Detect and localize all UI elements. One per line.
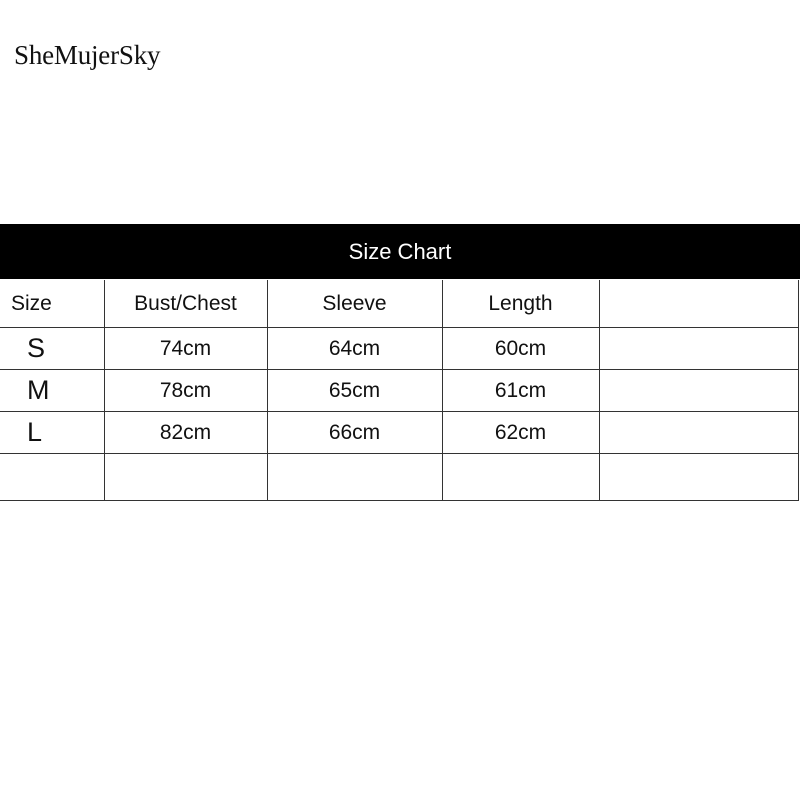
size-cell: S xyxy=(0,328,104,370)
table-row-empty xyxy=(0,454,798,501)
empty-cell xyxy=(599,454,798,501)
empty-cell xyxy=(104,454,267,501)
header-length: Length xyxy=(442,280,599,328)
table-header-row xyxy=(0,280,798,328)
header-empty xyxy=(599,280,798,328)
table-row xyxy=(0,328,798,370)
bust-cell: 82cm xyxy=(104,412,267,454)
table-row xyxy=(0,412,798,454)
size-cell: M xyxy=(0,370,104,412)
size-chart-table xyxy=(0,280,799,501)
bust-cell: 78cm xyxy=(104,370,267,412)
length-cell: 61cm xyxy=(442,370,599,412)
empty-cell xyxy=(442,454,599,501)
size-cell: L xyxy=(0,412,104,454)
size-chart-title-bar xyxy=(0,224,800,279)
brand-logo-text: SheMujerSky xyxy=(14,40,161,70)
sleeve-cell: 64cm xyxy=(267,328,442,370)
extra-cell xyxy=(599,412,798,454)
length-cell: 60cm xyxy=(442,328,599,370)
length-cell: 62cm xyxy=(442,412,599,454)
extra-cell xyxy=(599,370,798,412)
sleeve-cell: 65cm xyxy=(267,370,442,412)
header-bust-chest: Bust/Chest xyxy=(104,280,267,328)
empty-cell xyxy=(267,454,442,501)
extra-cell xyxy=(599,328,798,370)
table-row xyxy=(0,370,798,412)
empty-cell xyxy=(0,454,104,501)
size-chart-title: Size Chart xyxy=(348,238,452,264)
header-sleeve: Sleeve xyxy=(267,280,442,328)
bust-cell: 74cm xyxy=(104,328,267,370)
header-size: Size xyxy=(0,280,104,328)
sleeve-cell: 66cm xyxy=(267,412,442,454)
